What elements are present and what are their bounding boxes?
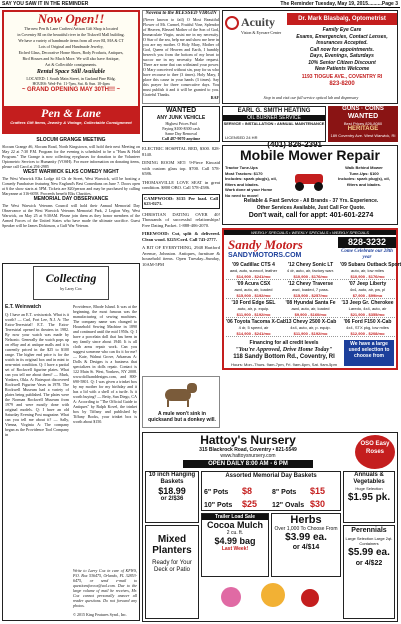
pot-prices — [204, 481, 338, 509]
collecting-logo — [33, 266, 109, 300]
wanted-phone: Call 487-9070 anytime — [161, 136, 201, 141]
acuity-line: New Patients Welcome — [314, 66, 370, 72]
mule-head-shape — [187, 383, 197, 393]
pen-lane-headline: Now Open!! — [37, 11, 105, 26]
classified-item: DINING ROOM SET: 9-Piece Kincaid with custom glass top. $700. Call 578-6586. — [142, 160, 220, 176]
sandy-tag: Come Celebrate our 28th year — [341, 249, 393, 260]
car-title: '06 Toyota Tacoma X-Cab — [226, 319, 286, 325]
earl-phone: (401) 826-2391 — [267, 140, 322, 149]
car-price: $14,900 - $241/mo — [236, 274, 271, 279]
novena-title: Novena to the BLESSED VIRGIN — [145, 11, 217, 16]
pot-cost: $30 — [310, 499, 326, 509]
pot-price — [272, 481, 338, 496]
sandy-car-grid — [226, 262, 401, 338]
pot-size: 8" Pots — [272, 489, 297, 496]
hanging-baskets — [145, 471, 199, 523]
car-desc: 4x4, auto, air, pw, pl — [349, 287, 386, 292]
pot-size: 6" Pots — [204, 489, 229, 496]
pot-price — [204, 481, 270, 496]
car-price: $10,900 - $176/mo — [350, 274, 385, 279]
collecting-copyright: © 2015 King Features Synd., Inc. — [73, 612, 127, 617]
car-listing — [283, 262, 338, 280]
acuity-line: Days, Evenings, Saturdays — [310, 53, 374, 59]
memorial-body: The West Warwick Veterans Council will hold their Annual Memorial Day Observance at the West Warwick Veterans Memorial Park, 2 Legion Way, West Warwick, on May 25 at 9:30AM. Please join them as they honor members of the Armed Forces of the United States who have made the ultimate sacrifice. Guest Speaker will be James Dickinson, a Gulf War Veteran. — [2, 203, 140, 228]
wanted-ad — [142, 106, 220, 142]
perennials-price: $5.99 ea. — [348, 547, 390, 558]
mower-icon — [289, 168, 329, 192]
collecting-title: Collecting — [45, 271, 97, 285]
mule-legs-shape — [167, 400, 189, 407]
annuals-box — [343, 471, 395, 523]
pen-lane-lines — [4, 26, 138, 68]
hattoy-web: www.hattoysnursery.com — [220, 453, 276, 459]
guns-heritage: HERITAGE — [347, 126, 379, 132]
header-right: The Reminder Tuesday, May 19, 2015..........Page 3 — [280, 1, 398, 7]
car-title: '09 Cadillac CTS 4 — [232, 262, 275, 268]
car-title: '08 Hyundai Santa Fe — [285, 300, 336, 306]
classified-item: CHRISTIAN DATING OVER 40! Thousands of successful relationships! Free Dating Packet. 1-888-406-2070. — [142, 211, 220, 228]
pen-lane-line: in Coventry RI on the beautiful river in the Tiskwell Mall building. — [17, 32, 125, 37]
car-price: $21,900 - $355/mo — [350, 312, 385, 317]
pot-price — [272, 494, 338, 509]
car-desc: awd, auto, air, loaded — [291, 306, 330, 311]
mower-left-line: Most Tractors: $170 — [225, 170, 263, 176]
sandy-motors-ad — [222, 228, 401, 370]
sandy-quote: "You're Approved, Drive Home Today" — [235, 347, 333, 353]
car-desc: 4x4, auto, air, p. equip. — [290, 325, 331, 330]
car-listing — [226, 281, 281, 299]
elks-body: The West Warwick Elks Lodge #4 Ch de Street, West Warwick, will be hosting a Comedy Fundraiser featuring New England's Best Comedians on June 7. Doors open at 6 the show starts at 5PM. Tickets are $20/person and may be purchased by calling Maryanne at 316-6058. Proceeds benefit Elks Charities. — [2, 176, 140, 196]
car-listing — [340, 300, 395, 318]
mule-icon — [161, 381, 201, 409]
earl-title: EARL G. SMITH HEATING — [237, 108, 311, 114]
acuity-tagline: Stop in and visit our full service optical lab and dispensary — [263, 95, 359, 100]
novena-notice — [142, 10, 220, 104]
memorial-baskets — [201, 471, 341, 511]
sandy-address: 118 Sandy Bottom Rd., Coventry, RI — [233, 354, 335, 360]
car-desc: auto, air, p. equip. — [237, 306, 270, 311]
sandy-side: We have a large used selection to choose from — [344, 340, 394, 366]
trailer-size: 2 cu. ft. — [226, 530, 244, 536]
car-title: '12 Chevy Traverse — [287, 281, 334, 287]
hattoy-addr: 315 Blackrock Road, Coventry • 821-5549 — [199, 447, 297, 453]
pen-lane-logo-band — [4, 106, 138, 132]
acuity-phone: 823-8200 — [329, 81, 355, 87]
car-desc: 4 dr, auto, air, factory warr. — [286, 268, 335, 273]
mule-cartoon — [142, 376, 220, 428]
car-price: $14,900 - $241/mo — [236, 331, 271, 336]
car-price: $11,900 - $192/mo — [236, 312, 271, 317]
mower-phone: Don't wait, call for appt: 401-601-2274 — [248, 212, 374, 219]
collecting-byline: by Larry Cox — [60, 286, 82, 291]
herbs-box — [271, 513, 341, 577]
trailer-sale — [201, 513, 269, 577]
sandy-phone: 828-3232 — [338, 237, 396, 248]
trailer-label: Trailer Load Sale — [202, 514, 268, 520]
pen-lane-line: We have a variety of handmade items from all over RI, MA & CT — [18, 38, 124, 43]
perennials-box — [343, 525, 395, 619]
car-desc: awd, auto, air, loaded — [234, 287, 273, 292]
mower-left-line: No need to move! — [225, 192, 259, 198]
pen-lane-line: The new Pen & Lane Crafters/Artisan Gift Shop is located — [24, 26, 118, 31]
classified-item: A BIT OF EVERYTHING, 2948 Hartford Avenue, Johnston. Antiques, furniture & household items. Open Tuesday–Sunday, 10AM-5PM — [142, 245, 220, 267]
flower-icon — [221, 587, 241, 607]
pen-lane-line: Bird Houses and So Much More. We will also have Antique, — [22, 56, 120, 61]
mower-left-line: Includes: spark plug(s), oil, — [225, 176, 277, 181]
acuity-sub: Vision & Eyecare Center — [241, 30, 282, 35]
hattoy-ad — [142, 432, 398, 622]
acuity-line: Exams, Emergencies, Contact Lenses, — [296, 33, 388, 40]
mower-title: Mobile Mower Repair — [239, 147, 381, 163]
hattoy-open: OPEN DAILY 8:00 AM - 6 PM — [183, 460, 313, 468]
acuity-address: 1193 TIOGUE AVE., COVENTRY RI — [301, 74, 383, 80]
elks-title: WEST WARWICK ELKS COMEDY NIGHT — [23, 169, 119, 175]
perennials-deal: or 4/$22 — [355, 560, 383, 567]
herbs-price: $3.99 ea. — [285, 532, 327, 543]
car-listing — [226, 300, 281, 318]
classified-item: CAMPWOOD: $135 Per load. Call 623-0271. — [142, 194, 220, 209]
hanging-price: $18.99 — [158, 486, 186, 496]
perennials-title: Perennials — [351, 527, 387, 534]
classified-item: THOMASVILLE LOVE SEAT in great condition. $800 OBO. Call 578-4586. — [142, 179, 220, 190]
car-title: '13 Jeep Gr. Cherokee — [341, 300, 394, 306]
hanging-deal: or 2/$36 — [160, 496, 184, 502]
rental-space: Rental Space Still Available — [36, 69, 106, 75]
car-desc: awd, auto, sunroof, leather — [229, 268, 278, 273]
novena-body: (Never known to fail) O Most Beautiful Flower of Mt. Carmel, Fruitful Vine, Splendor of Heaven, Blessed Mother of the Son of God, Immaculate Virgin, assist me in my necessity. O Star of the sea, help me and show me here in you are my mother. O Holy Mary, Mother of God, Queen of Heaven and Earth, I humbly beseech you from the bottom of my heart to succor me in my necessity. Make request. There are none that can withstand your power. O Mary conceived without sin, pray for us who have recourse to thee (3 times). Holy Mary, I place this cause in your hands (3 times). Say this prayer for three consecutive days. You must publish it and it will be granted to you. Grateful Thanks. — [143, 17, 219, 97]
guns-title: GUNS · COINS — [342, 106, 384, 112]
car-price: $7,900 - $99/mo — [352, 293, 383, 298]
wanted-line: Same Day Removal — [165, 131, 197, 136]
car-price: $11,900 - $192/mo — [293, 331, 328, 336]
eye-icon — [225, 16, 239, 30]
guns-addr: 189 Coventry Ave. West Warwick, RI — [330, 133, 396, 138]
mower-bottom2: Other Services Available, Just Call For Quote. — [256, 205, 366, 211]
mower-right-line: Walk Behind Mower — [345, 165, 383, 170]
car-price: $12,900 - $208/mo — [350, 331, 385, 336]
acuity-logo: Acuity — [241, 15, 275, 29]
car-title: '13 Chevy 2500 X-Cab — [284, 319, 337, 325]
mower-wheel-right — [314, 182, 323, 191]
perennials-sub: Large Selection Large 2qt. Containers — [345, 536, 393, 546]
car-title: '07 Jeep Liberty — [348, 281, 387, 287]
memorial-title: MEMORIAL DAY OBSERVANCE — [33, 196, 109, 202]
mower-right-list — [331, 165, 397, 187]
car-listing — [283, 281, 338, 299]
car-listing — [283, 319, 338, 337]
car-listing — [226, 319, 286, 337]
mower-ad — [222, 145, 398, 225]
car-title: '10 Ford Edge SEL — [231, 300, 276, 306]
pot-size: 10" Pots — [204, 502, 233, 509]
herbs-title: Herbs — [290, 514, 322, 526]
hanging-title: 10 inch Hanging Baskets — [148, 472, 196, 485]
wanted-lines — [143, 121, 219, 136]
pot-price — [204, 494, 270, 509]
acuity-logo-block — [225, 13, 285, 53]
slocum-title: SLOCUM GRANGE MEETING — [36, 137, 106, 143]
trailer-price: $4.99 bag — [214, 536, 256, 546]
mower-left-line: filters and blades. — [225, 181, 260, 187]
annuals-price: $1.95 pk. — [347, 492, 391, 503]
mixed-title: Mixed Planters — [152, 534, 192, 556]
annuals-title: Annuals & Vegetables — [353, 472, 385, 485]
herbs-sub: Over 1,000 To Choose From — [274, 526, 338, 532]
mower-wheel-left — [295, 182, 304, 191]
classified-item: ELECTRIC HOSPITAL BED, $300. 828-8140. — [142, 146, 220, 157]
left-articles — [2, 137, 140, 240]
mule-caption: A mule won't sink in quicksand but a donkey will. — [148, 411, 216, 423]
sandy-web: SANDYMOTORS.COM — [228, 252, 302, 259]
acuity-line: Family Eye Care — [322, 27, 362, 33]
flower-icon — [261, 583, 285, 607]
hattoy-title: Hattoy's Nursery — [200, 433, 296, 447]
car-price: $9,900 - $160/mo — [294, 312, 327, 317]
car-desc: 4x4, STX pkg, low miles — [346, 325, 389, 330]
guns-wanted: WANTED — [347, 113, 379, 120]
car-listing — [226, 262, 281, 280]
acuity-doctor: Dr. Mark Blasbalg, Optometrist — [287, 13, 397, 25]
acuity-ad — [222, 10, 398, 104]
mower-left-line: Work done at your Home — [225, 187, 273, 192]
page-header — [0, 0, 400, 8]
herbs-deal: or 4/$14 — [292, 544, 320, 551]
trailer-note: Last Week! — [221, 546, 249, 552]
classifieds-list — [142, 146, 220, 374]
mixed-planters — [145, 525, 199, 619]
mower-right-line: Tune-Ups: $100 — [349, 170, 379, 176]
mower-left-line: Tractor Tune-Ups — [225, 165, 258, 170]
acuity-line: Call now for appointments. — [309, 46, 375, 53]
pot-cost: $15 — [310, 486, 326, 496]
pen-lane-line: Etched Glass, Decorative Home Shoes, Body Products, Antiques, — [18, 50, 124, 55]
acuity-line: Insurances Accepted. — [316, 40, 368, 46]
car-desc: auto, air, low miles — [351, 268, 384, 273]
collecting-footer: Write to Larry Cox in care of KFWS, P.O. Box 536475, Orlando, FL 32853-6475, or send e-mail to questionsforcox@aol.com. Due to the large volume of mail he receives, Mr. Cox cannot personally answer all reader questions. Do not forward any photos. — [73, 568, 137, 608]
car-listing — [340, 281, 395, 299]
guns-coins-ad — [328, 106, 398, 142]
flower-icon — [301, 589, 319, 607]
mower-left-list — [225, 165, 287, 198]
memorial-baskets-title: Assorted Memorial Day Baskets — [225, 473, 317, 479]
collecting-col2: Providence, Rhode Island. It was at the beginning, the most famous was the manufacturing of sewing machines. The company name was changed to Household Sewing Machine in 1890 and continued until the mid 1950s. Q: I have a porcelain doll that has been in my family since about 1940. It is all cloth arms repair work. Can you suggest someone who can fix it for me? — Kate, Walnut Grove, Arkansas A: Dolls & Designs is a business that specializes in dolls repair. Contact is 122 Main St. West, Yonkers, NY 2008. www.dollsanddesigns.com, and 800-690-5801. Q: I was given a trinket box by my mother for my birthday and it has a lid with a shell of a turtle. Is it worth buying? — Betty, San Diego, CA A: According to "The Official Guide to Antiques" by Ralph Kovel, the trinket box by Tiffany and published by Tiffany Books, your trinket box is worth about $150. — [73, 304, 137, 424]
trailer-title: Cocoa Mulch — [206, 520, 263, 530]
car-desc: 4 dr, 5 speed, air — [238, 325, 269, 330]
oso-label: OSO Easy Roses — [360, 441, 390, 455]
wanted-title: WANTED — [165, 107, 197, 114]
guns-sub: Best Prices 826-8080 — [343, 121, 383, 126]
car-desc: awd, loaded, 7 pass. — [292, 287, 329, 292]
pen-lane-location: LOCATED: 1 South Main Street, in Garland Pine Bldg. — [26, 76, 116, 81]
slocum-body: Slocum Grange #6, Slocum Road, North Kingstown, will hold their next Meeting on May 22 at 7:30 P.M. Program for the evening is scheduled to be a "Ham & Hold Program." The Grange is now collecting eyeglasses for donation to the Volunteer Optometric Services to Humanity (VOSH). For more information on donating items, please call Carol at 294-2985 — [2, 144, 140, 169]
pen-lane-tagline: Crafters Gift Items, Jewelry & Vintage, Collectable Consignment — [10, 120, 132, 125]
collecting-author: E.T. Weinwatch — [5, 304, 42, 310]
flower-graphic — [201, 579, 341, 619]
earl-license: LICENSED 24 HR — [225, 135, 258, 140]
car-listing — [340, 262, 401, 280]
car-desc: Laredo, 4x4, auto, air — [348, 306, 387, 311]
wanted-line: Highest Prices Paid — [165, 121, 197, 126]
car-price: $10,900 - $176/mo — [293, 274, 328, 279]
sandy-financing: Financing for all credit levels — [249, 340, 319, 346]
novena-initials: RAF — [210, 95, 219, 100]
mower-right-line: Includes: spark plug(s), oil, — [338, 176, 390, 181]
mixed-sub: Ready for Your Deck or Patio — [152, 560, 192, 573]
pot-cost: $25 — [242, 499, 258, 509]
car-title: '09 Acura CSX — [236, 281, 271, 287]
sandy-logo: Sandy Motors — [228, 237, 303, 252]
pen-lane-line: Lots of Original and Handmade Jewelry, — [38, 44, 104, 49]
sandy-banner: WEEKLY SPECIALS • WEEKLY SPECIALS • WEEKLY SPECIALS — [224, 230, 396, 235]
car-listing — [283, 300, 338, 318]
earl-sub: OIL BURNER SERVICE — [223, 115, 325, 121]
acuity-line: 10% Senior Citizen Discount — [308, 59, 376, 66]
collecting-col1: Q: I have an E.T. wristwatch. What is it worth? — Carl, Fort Lee, N.J. A: The Extra-Terrestrial! E.T. The Extra-Terrestrial opened in theaters in 1982. By now your watch was made by Nelsonic. Generally the watch pops up on eBay and at antique malls and it is currently priced in the $25 to $100 range. The higher end price is for the watch in its original box and in mint to near-mint condition. Q: I have a partial set of Rockwell figurine plates. What can you tell me about them? — Mark, Yonkers, Okla. A: Batesport discovered Rockwell Figurine Vases in 1978. The Rockwell Museum had a variety of plates being published. The plates were the Norman Rockwell Museum from 1979 and were mostly done with original models. Q: I have an old Saturday Evening Post magazine. What can you tell me about it? — Sally, Vienna, Virginia A: The company began as the Providence Tool Company in — [5, 312, 69, 437]
pot-cost: $8 — [242, 486, 253, 496]
pen-lane-hours: HOURS: Wed-Fri: 11-7pm, Sat. & Sun. 10-4pm — [32, 81, 110, 86]
pen-lane-logo: Pen & Lane — [41, 106, 101, 120]
car-title: '12 Chevy Sonic LT — [287, 262, 334, 268]
sandy-hours: Hours: Mon.-Thurs. 9am-7pm, Fri. 9am-6pm, Sat. 9am-5pm — [231, 362, 337, 367]
earl-smith-ad — [222, 106, 326, 149]
mower-bottom: Reliable & Fast Service - All Brands - 37 Yrs. Experience. — [243, 198, 379, 204]
acuity-lines — [287, 27, 397, 73]
car-title: '09 Subaru Outback Sport — [340, 262, 401, 268]
car-price: $15,900 - $192/mo — [236, 293, 271, 298]
earl-line: SERVICE • INSTALLATION • ANNUAL MAINTENANCE — [223, 121, 325, 126]
car-title: '06 Ford F150 X-Cab — [343, 319, 392, 325]
annuals-sub: Huge Selection — [355, 486, 383, 491]
wanted-line: Paying $100-$300 cash — [162, 126, 200, 131]
car-listing — [340, 319, 395, 337]
pen-lane-ad — [2, 10, 140, 134]
collecting-column — [2, 263, 140, 621]
oso-badge — [355, 435, 395, 469]
pen-lane-line: Art & Collectible consignments. — [45, 62, 97, 67]
classified-item: FIREWOOD: Cut, split & delivered. Clean wood. $225/Cord. Call 743-2777. — [142, 231, 220, 242]
car-price: $15,900 - $257/mo — [293, 293, 328, 298]
pot-size: 12" Ovals — [272, 502, 305, 509]
grand-opening: ~ GRAND OPENING MAY 30TH!!! ~ — [21, 87, 121, 93]
wanted-sub: ANY JUNK VEHICLE — [156, 115, 206, 121]
header-left: SAY YOU SAW IT IN THE REMINDER — [2, 1, 89, 7]
mower-right-line: filters and blades. — [346, 181, 381, 187]
